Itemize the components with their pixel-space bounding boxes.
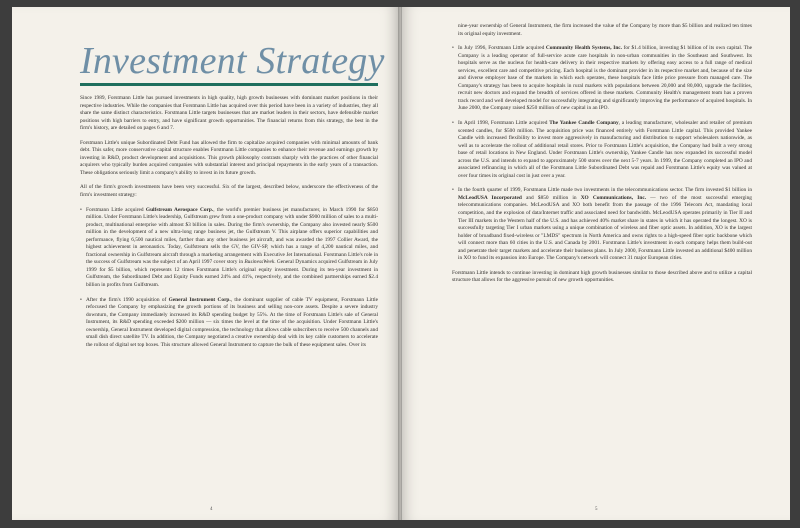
xo-company-name: XO Communications, Inc. xyxy=(580,194,647,201)
gulfstream-company-name: Gulfstream Aerospace Corp. xyxy=(145,206,214,213)
left-column xyxy=(80,95,378,356)
community-health-company-name: Community Health Systems, Inc. xyxy=(545,45,622,52)
right-column xyxy=(452,23,752,292)
businessweek-title: BusinessWeek xyxy=(244,259,275,266)
general-instrument-continued: nine-year ownership of General Instrument, the firm increased the value of the Company by more than $5 billion and realized ten times its original equity investment. xyxy=(458,23,752,37)
investment-list-right xyxy=(452,23,752,263)
general-instrument-item: • After the firm's 1990 acquisition of General Instrument Corp., the dominant supplier of cable TV equipment, Forstmann Little refocused the Company by emphasizing the growth portions of its business and selling non-core assets. Despite a severe industry downturn, the Company immediately increased its R&D spending budget by 55%. At the time of Forstmann Little's sale of General Instrument, its R&D spending exceeded $200 million — six times the level at the time of the acquisition. Under Forstmann Little's ownership, General Instrument developed digital compression, the technology that allows cable subscribers to receive 500 channels and small dish direct satellite TV. In addition, the Company negotiated a creative ownership deal with its key cable customers to accelerate the rollout of digital set top boxes. This structure allowed General Instrument to capture the bulk of these equipment sales. Over its xyxy=(80,297,378,350)
left-page xyxy=(12,7,400,520)
mcleod-company-name: McLeodUSA Incorporated xyxy=(458,194,522,201)
intro-paragraph: Since 1989, Forstmann Little has pursued investments in high quality, high growth businesses with dominant market positions in their respective industries. While the companies that Forstmann Little has acquired over this period have been in a variety of industries, they all share the same distinct characteristics. Forstmann Little targets businesses that are market leaders in their sectors, have defensible market positions with high barriers to entry, and have significant growth opportunities. The financial returns from this strategy, the best in the firm's history, are detailed on pages 6 and 7. xyxy=(80,95,378,132)
page-number-right: 5 xyxy=(595,507,598,512)
title-rule xyxy=(80,83,378,86)
yankee-candle-company-name: The Yankee Candle Company xyxy=(549,120,619,127)
telecom-item: • In the fourth quarter of 1999, Forstmann Little made two investments in the telecommunications sector. The firm invested $1 billion in McLeodUSA Incorporated and $850 million in XO Communications, Inc. — two of the most successful emerging telecommunications companies. McLeodUSA and XO both benefit from the passage of the 1996 Telecom Act, mandating local competition, and the explosion of data/Internet traffic and associated need for bandwidth. McLeodUSA operates primarily in Tier II and Tier III markets in the Western half of the U.S. and has achieved 40% market share in states in which it has operated the longest. XO is successfully targeting Tier I urban markets using a unique combination of wireless and fiber optic assets. In addition, XO is the largest holder of broadband fixed-wireless or "LMDS" spectrum in North America and owns rights to a high-speed fiber optic backbone which will connect more than 60 cities in the U.S. and Canada by 2001. Forstmann Little's investment in each company helps them build-out and penetrate their target markets and accelerate their business plans. In July 2000, Forstmann Little invested an additional $400 million in XO to fund its expansion into Europe. The Company's network will connect 31 major European cities. xyxy=(452,187,752,262)
page-title: Investment Strategy xyxy=(80,40,385,82)
closing-paragraph: Forstmann Little intends to continue investing in dominant high growth businesses similar to those described above and to utilize a capital structure that allows for the aggressive pursuit of new growth opportunities. xyxy=(452,269,752,284)
page-number-left: 4 xyxy=(210,507,213,512)
right-page xyxy=(400,7,790,520)
yankee-candle-item: • In April 1998, Forstmann Little acquired The Yankee Candle Company, a leading manufacturer, wholesaler and retailer of premium scented candles, for $500 million. The acquisition price was financed entirely with Forstmann Little capital. This provided Yankee Candle with increased flexibility to invest more aggressively in manufacturing and distribution to support wholesalers nationwide, as well as to accelerate the rollout of additional retail stores. Prior to Forstmann Little's acquisition, the Company had built a very strong base of retail locations in New England. Under Forstmann Little's ownership, Yankee Candle has now expanded its successful model across the U.S. and intends to expand to approximately 500 stores over the next 5-7 years. In 1999, the Company completed an IPO and associated refinancing in which all of the Forstmann Little Subordinated Debt was repaid and Forstmann Little's equity was valued at over four times its original cost in just over a year. xyxy=(452,120,752,180)
six-largest-paragraph: All of the firm's growth investments have been very successful. Six of the largest, described below, underscore the effectiveness of the firm's investment strategy: xyxy=(80,184,378,199)
gulfstream-item: • Forstmann Little acquired Gulfstream Aerospace Corp., the world's premier business jet manufacturer, in March 1990 for $850 million. Under Forstmann Little's leadership, Gulfstream grew from a one-product company with under $900 million of sales to a multi-product, multinational enterprise with almost $3 billion in sales. During the firm's ownership, the Company also invested nearly $500 million in the development of a new ultra-long range business jet, the Gulfstream V. This airplane offers superior capabilities and performance, flying 6,500 nautical miles, farther than any other business jet aircraft, and was awarded the 1997 Collier Award, the highest achievement in aeronautics. Today, Gulfstream sells the GV, the GIV-SP, which has a range of 4,200 nautical miles, and fractional ownership in Gulfstream aircraft through a marketing arrangement with Executive Jet International. Forstmann Little's role in the success of Gulfstream was the subject of an April 1997 cover story in BusinessWeek. General Dynamics acquired Gulfstream in July 1999 for $5 billion, which represents 12 times Forstmann Little's original equity investment. During its ten-year investment in Gulfstream, the Subordinated Debt and Equity Funds earned 24% and 41%, respectively, and the combined partnerships earned $2.4 billion in profits from Gulfstream. xyxy=(80,207,378,290)
investment-list-left xyxy=(80,207,378,350)
community-health-item: • In July 1996, Forstmann Little acquired Community Health Systems, Inc. for $1.4 billion, investing $1 billion of its own capital. The Company is a leading operator of full-service acute care hospitals in non-urban communities in the Southeast and Southwest. Its hospitals serve as the nucleus for health-care delivery in their respective markets by offering easy access to a full range of medical services, excellent care and competitive pricing. Each hospital is the dominant provider in its respective market and, because of the size and diverse employer base of the markets in which each operates, these hospitals face little price pressure from managed care. The Company's strategy has been to acquire hospitals in rural markets with populations between 20,000 and 80,000, upgrade the facilities, recruit new doctors and expand the breadth of services offered in these markets. Community Health's management team has a proven track record and well developed model for successfully integrating and significantly improving the performance of acquired hospitals. In June 2000, the Company raised $250 million of new capital in an IPO. xyxy=(452,45,752,113)
book-spine xyxy=(398,7,402,520)
general-instrument-company-name: General Instrument Corp. xyxy=(168,296,231,303)
debt-fund-paragraph: Forstmann Little's unique Subordinated Debt Fund has allowed the firm to capitalize acquired companies with minimal amounts of bank debt. This safer, more conservative capital structure enables Forstmann Little companies to enhance their revenue and earnings growth by investing in R&D, product development and acquisitions. This growth philosophy contrasts sharply with the practices of other financial acquirers who typically burden acquired companies with substantial interest and principal repayments in the early years of a transaction. These obligations seriously limit a company's ability to invest in its future growth. xyxy=(80,139,378,176)
